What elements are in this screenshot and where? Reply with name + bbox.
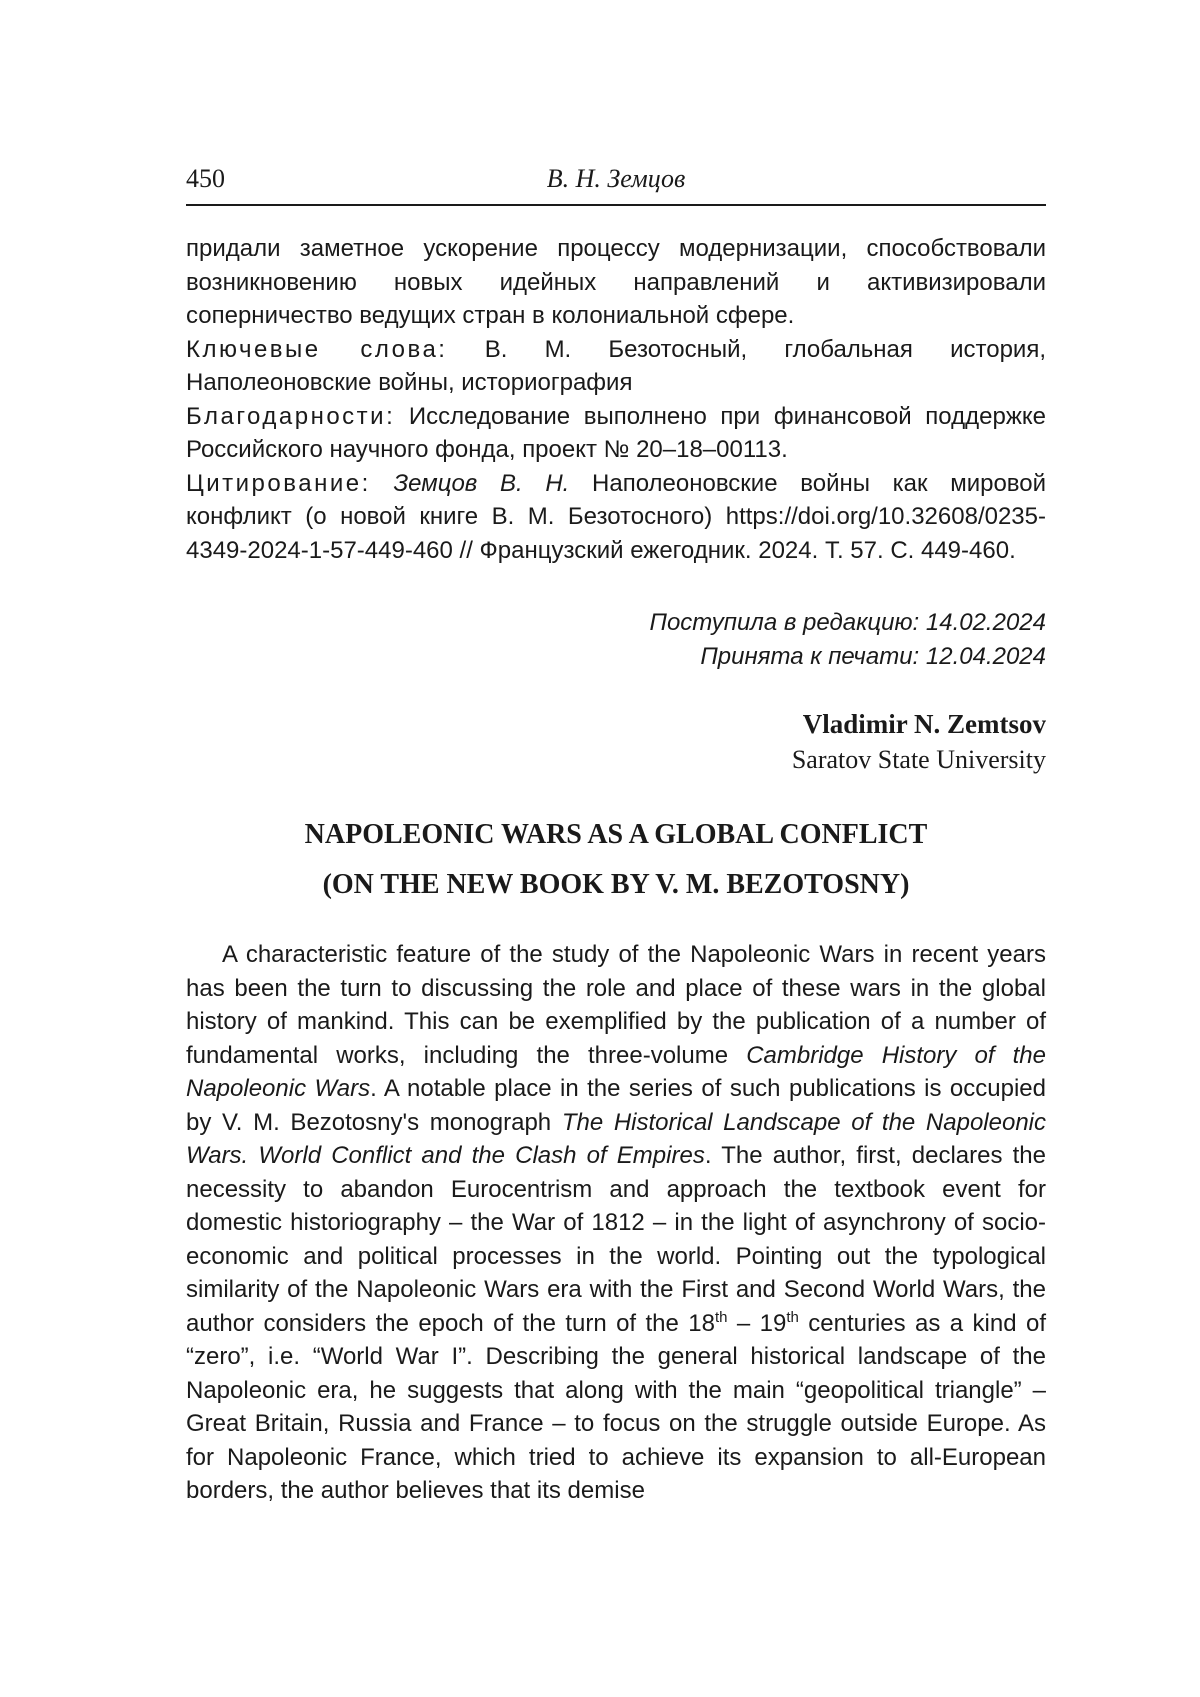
acknowledgements-label: Благодарности: [186,402,396,430]
body-text-5: centuries as a kind of “zero”, i.e. “World War I”. Describing the general historical landscape of the Napoleonic era, he suggests that along with the main “geopolitical triangle” – Great Britain, Russia and France – to focus on the struggle outside Europe. As for Napoleonic France, which tried to achieve its expansion to all-European borders, the author believes that its demise [186,1309,1046,1504]
running-head: В. Н. Земцов [546,164,686,193]
body-text-3: . The author, first, declares the necessity to abandon Eurocentrism and approach the textbook event for domestic historiography – the War of 1812 – in the light of asynchrony of socio-economic and political processes in the world. Pointing out the typological similarity of the Napoleonic Wars era with the First and Second World Wars, the author considers the epoch of the turn of the 18 [186,1142,1046,1337]
acknowledgements [186,400,1046,467]
superscript-th-1: th [714,1308,728,1326]
article-title [186,810,1046,910]
acknowledgements-text: Исследование выполнено при финансовой поддержке Российского научного фонда, проект № 20–18–00113. [186,402,1046,463]
book-title-bezotosny: The Historical Landscape of the Napoleonic Wars. World Conflict and the Clash of Empires [186,1108,1047,1169]
received-date: Поступила в редакцию: 14.02.2024 [649,609,1046,636]
title-line-2: (ON THE NEW BOOK BY V. M. BEZOTOSNY) [322,869,910,900]
dates [186,606,1046,673]
accepted-date: Принята к печати: 12.04.2024 [700,642,1046,670]
keywords-label: Ключевые слова: [186,335,448,363]
body-paragraph [186,938,1046,1508]
abstract-tail: придали заметное ускорение процессу модернизации, способствовали возникновению новых идейных направлений и активизировали соперничество ведущих стран в колониальной сфере. [186,235,1046,329]
superscript-th-2: th [786,1308,799,1326]
citation-text: Наполеоновские войны как мировой конфликт (о новой книге В. М. Безотосного) https://doi.org/10.32608/0235-4349-2024-1-57-449-460 // Французский ежегодник. 2024. Т. 57. С. 449-460. [186,469,1047,564]
keywords-text: В. М. Безотосный, глобальная история, Наполеоновские войны, историография [186,335,1046,396]
title-line-1: NAPOLEONIC WARS AS A GLOBAL CONFLICT [304,819,928,850]
abstract-section [186,232,1046,567]
citation-author: Земцов В. Н. [393,469,570,497]
page-number: 450 [186,164,225,193]
keywords [186,333,1046,400]
page-header [186,162,1046,206]
author-name: Vladimir N. Zemtsov [802,709,1046,739]
citation [186,467,1046,568]
body-text-1: A characteristic feature of the study of the Napoleonic Wars in recent years has been the turn to discussing the role and place of these wars in the global history of mankind. This can be exemplified by the publication of a number of fundamental works, including the three-volume [186,941,1046,1069]
author-affiliation: Saratov State University [791,745,1046,774]
citation-label: Цитирование: [186,469,371,497]
body-text-2: . A notable place in the series of such publications is occupied by V. M. Bezotosny's monograph [186,1075,1047,1136]
book-title-cambridge: Cambridge History of the Napoleonic Wars [186,1041,1046,1102]
author-block [186,706,1046,778]
body-text-4: – 19 [727,1309,787,1337]
